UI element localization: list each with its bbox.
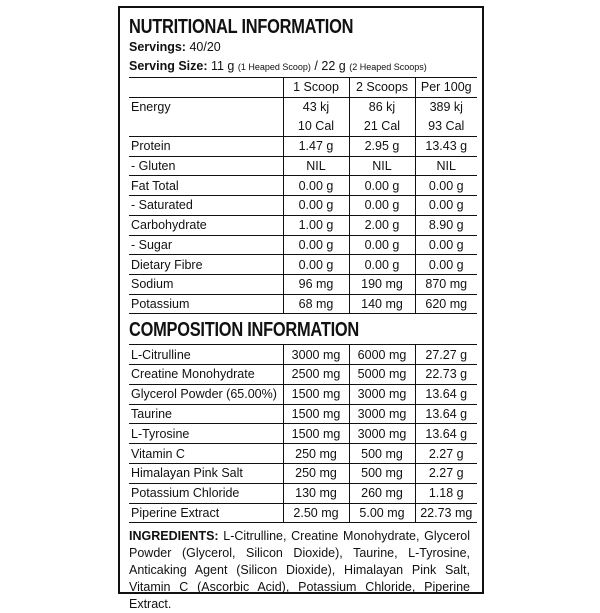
serving-size-line: [129, 57, 472, 77]
cell-value: 27.27 g: [415, 345, 477, 365]
cell-value: 1.18 g: [415, 483, 477, 503]
table-row: [129, 97, 477, 117]
cell-value: 0.00 g: [349, 255, 415, 275]
cell-value: 0.00 g: [415, 176, 477, 196]
cell-value: 620 mg: [415, 294, 477, 314]
table-row: [129, 117, 477, 137]
cell-value: 2.27 g: [415, 464, 477, 484]
composition-table: [129, 344, 477, 523]
cell-value: 93 Cal: [415, 117, 477, 137]
cell-value: 389 kj: [415, 97, 477, 117]
cell-value: NIL: [349, 156, 415, 176]
row-label: Carbohydrate: [129, 215, 283, 235]
table-row: [129, 235, 477, 255]
table-row: [129, 384, 477, 404]
table-row: [129, 345, 477, 365]
row-label: - Gluten: [129, 156, 283, 176]
row-label: Sodium: [129, 274, 283, 294]
cell-value: 2.50 mg: [283, 503, 349, 523]
cell-value: 2.95 g: [349, 137, 415, 157]
row-label: Taurine: [129, 404, 283, 424]
nutrition-panel: [118, 6, 484, 612]
table-row: [129, 215, 477, 235]
column-header: Per 100g: [415, 78, 477, 98]
cell-value: 250 mg: [283, 464, 349, 484]
cell-value: 6000 mg: [349, 345, 415, 365]
cell-value: 96 mg: [283, 274, 349, 294]
cell-value: 21 Cal: [349, 117, 415, 137]
nutrition-table: [129, 77, 477, 314]
nutrition-title: NUTRITIONAL INFORMATION: [129, 16, 354, 38]
cell-value: 10 Cal: [283, 117, 349, 137]
ingredients-text: [129, 528, 472, 613]
table-row: [129, 444, 477, 464]
cell-value: 8.90 g: [415, 215, 477, 235]
cell-value: 500 mg: [349, 464, 415, 484]
serving-size-note-1: (1 Heaped Scoop): [237, 62, 311, 72]
cell-value: 0.00 g: [283, 196, 349, 216]
cell-value: 2.27 g: [415, 444, 477, 464]
row-label: - Sugar: [129, 235, 283, 255]
row-label: Energy: [131, 100, 171, 115]
table-row: [129, 464, 477, 484]
table-row: [129, 274, 477, 294]
cell-value: 5.00 mg: [349, 503, 415, 523]
cell-value: 130 mg: [283, 483, 349, 503]
cell-value: 2.00 g: [349, 215, 415, 235]
servings-line: [129, 38, 472, 57]
row-label: Piperine Extract: [129, 503, 283, 523]
table-row: [129, 137, 477, 157]
serving-size-note-2: (2 Heaped Scoops): [349, 62, 427, 72]
cell-value: 13.64 g: [415, 384, 477, 404]
cell-value: 43 kj: [283, 97, 349, 117]
row-label: L-Tyrosine: [129, 424, 283, 444]
cell-value: 0.00 g: [415, 196, 477, 216]
cell-value: 140 mg: [349, 294, 415, 314]
cell-value: 1500 mg: [283, 404, 349, 424]
cell-value: 13.64 g: [415, 424, 477, 444]
cell-value: 0.00 g: [349, 235, 415, 255]
cell-value: NIL: [283, 156, 349, 176]
cell-value: 0.00 g: [415, 235, 477, 255]
cell-value: 0.00 g: [283, 255, 349, 275]
cell-value: 3000 mg: [283, 345, 349, 365]
row-label: Fat Total: [129, 176, 283, 196]
cell-value: 3000 mg: [349, 384, 415, 404]
cell-value: 190 mg: [349, 274, 415, 294]
cell-value: 1.00 g: [283, 215, 349, 235]
serving-size-value-1: 11 g: [210, 59, 235, 73]
cell-value: 260 mg: [349, 483, 415, 503]
row-label: Potassium Chloride: [129, 483, 283, 503]
column-header: 2 Scoops: [349, 78, 415, 98]
row-label: Protein: [129, 137, 283, 157]
servings-value: 40/20: [189, 40, 221, 54]
row-label: Dietary Fibre: [129, 255, 283, 275]
table-row: [129, 176, 477, 196]
row-label: Vitamin C: [129, 444, 283, 464]
cell-value: 0.00 g: [283, 235, 349, 255]
cell-value: 250 mg: [283, 444, 349, 464]
cell-value: 0.00 g: [349, 196, 415, 216]
column-header: 1 Scoop: [283, 78, 349, 98]
cell-value: 870 mg: [415, 274, 477, 294]
cell-value: 86 kj: [349, 97, 415, 117]
cell-value: 3000 mg: [349, 424, 415, 444]
table-row: [129, 483, 477, 503]
row-label: Glycerol Powder (65.00%): [129, 384, 283, 404]
cell-value: 22.73 g: [415, 365, 477, 385]
table-row: [129, 156, 477, 176]
cell-value: 3000 mg: [349, 404, 415, 424]
cell-value: 22.73 mg: [415, 503, 477, 523]
cell-value: 0.00 g: [283, 176, 349, 196]
table-row: [129, 294, 477, 314]
cell-value: 1.47 g: [283, 137, 349, 157]
table-row: [129, 503, 477, 523]
row-label: Himalayan Pink Salt: [129, 464, 283, 484]
serving-size-separator: /: [314, 59, 318, 73]
serving-size-label: Serving Size:: [129, 59, 208, 73]
cell-value: 500 mg: [349, 444, 415, 464]
cell-value: 13.43 g: [415, 137, 477, 157]
cell-value: 68 mg: [283, 294, 349, 314]
cell-value: 1500 mg: [283, 424, 349, 444]
table-row: [129, 255, 477, 275]
cell-value: NIL: [415, 156, 477, 176]
ingredients-label: INGREDIENTS:: [129, 529, 219, 544]
row-label: - Saturated: [129, 196, 283, 216]
ingredients-list: L-Citrulline, Creatine Monohydrate, Glycerol Powder (Glycerol, Silicon Dioxide), Taurine, L-Tyrosine, Anticaking Agent (Silicon Dioxide), Himalayan Pink Salt, Vitamin C (Ascorbic Acid), Potassium Chloride, Piperine Extract.: [129, 529, 470, 612]
cell-value: 13.64 g: [415, 404, 477, 424]
cell-value: 2500 mg: [283, 365, 349, 385]
table-row: [129, 424, 477, 444]
row-label: Creatine Monohydrate: [129, 365, 283, 385]
servings-label: Servings:: [129, 40, 186, 54]
nutrition-header-row: [129, 78, 477, 98]
table-row: [129, 404, 477, 424]
cell-value: 0.00 g: [415, 255, 477, 275]
cell-value: 0.00 g: [349, 176, 415, 196]
cell-value: 1500 mg: [283, 384, 349, 404]
cell-value: 5000 mg: [349, 365, 415, 385]
row-label: [129, 117, 283, 137]
serving-size-value-2: 22 g: [321, 59, 346, 73]
row-label: L-Citrulline: [129, 345, 283, 365]
composition-title: COMPOSITION INFORMATION: [129, 319, 360, 342]
row-label: Potassium: [129, 294, 283, 314]
table-row: [129, 365, 477, 385]
table-row: [129, 196, 477, 216]
